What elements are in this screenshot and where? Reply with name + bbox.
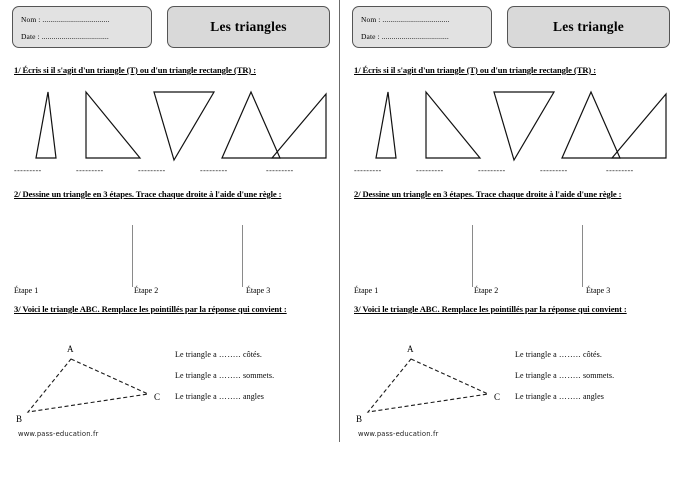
step-divider-2 [582, 225, 583, 287]
exercise-1-answer-lines [354, 166, 670, 178]
exercise-3-triangle-abc [354, 334, 514, 426]
sentence-suffix: côtés. [582, 350, 602, 359]
exercise-1-triangle-row [354, 90, 670, 162]
answer-line-3[interactable]: --------- [478, 166, 506, 175]
exercise-1-heading: 1/ Écris si il s'agit d'un triangle (T) ou d'un triangle rectangle (TR) : [14, 65, 256, 75]
exercise-2-heading: 2/ Dessine un triangle en 3 étapes. Trace chaque droite à l'aide d'une règle : [14, 189, 282, 199]
sentence-suffix: angles [582, 392, 604, 401]
sentence-angles[interactable] [175, 386, 335, 407]
answer-line-1[interactable]: --------- [354, 166, 382, 175]
vertex-label-a: A [407, 344, 414, 354]
exercise-2-steps-area [14, 222, 330, 296]
step-label-2: Étape 2 [474, 286, 499, 295]
step-label-1: Étape 1 [14, 286, 39, 295]
sentence-prefix: Le triangle a [515, 392, 557, 401]
answer-line-5[interactable]: --------- [606, 166, 634, 175]
worksheet-column-right [340, 0, 680, 480]
sentence-blank[interactable]: …….. [218, 350, 241, 359]
sentence-cotes[interactable] [175, 344, 335, 365]
page-title: Les triangles [210, 19, 287, 34]
header-row [352, 6, 670, 50]
exercise-1-heading: 1/ Écris si il s'agit d'un triangle (T) ou d'un triangle rectangle (TR) : [354, 65, 596, 75]
vertex-label-a: A [67, 344, 74, 354]
sentence-suffix: sommets. [242, 371, 275, 380]
triangle-abc-svg [354, 334, 514, 426]
inverted-scalene-triangle [494, 92, 554, 160]
inverted-scalene-triangle [154, 92, 214, 160]
exercise-2-heading: 2/ Dessine un triangle en 3 étapes. Trace chaque droite à l'aide d'une règle : [354, 189, 622, 199]
worksheet-title-box [167, 6, 330, 48]
step-divider-2 [242, 225, 243, 287]
vertex-label-c: C [154, 392, 161, 402]
sentence-blank[interactable]: …….. [218, 392, 241, 401]
student-identity-box[interactable] [352, 6, 492, 48]
isosceles-triangle [222, 92, 280, 158]
exercise-1-triangle-row [14, 90, 330, 162]
header-row [12, 6, 330, 50]
step-label-3: Étape 3 [246, 286, 271, 295]
answer-line-4[interactable]: --------- [200, 166, 228, 175]
triangle-abc-outline [28, 359, 148, 412]
answer-line-3[interactable]: --------- [138, 166, 166, 175]
triangles-svg [354, 90, 670, 162]
answer-line-5[interactable]: --------- [266, 166, 294, 175]
right-triangle-bottom-right [612, 94, 666, 158]
exercise-3-heading: 3/ Voici le triangle ABC. Remplace les pointillés par la réponse qui convient : [354, 304, 627, 314]
step-label-2: Étape 2 [134, 286, 159, 295]
sentence-sommets[interactable] [175, 365, 335, 386]
footer-url[interactable]: www.pass-education.fr [358, 430, 439, 438]
student-identity-box[interactable] [12, 6, 152, 48]
exercise-2-steps-area [354, 222, 670, 296]
sentence-blank[interactable]: …….. [558, 371, 581, 380]
sentence-angles[interactable] [515, 386, 675, 407]
exercise-3-sentences [175, 344, 335, 407]
name-field-label[interactable]: Nom : .................................. [361, 15, 450, 24]
worksheet-title-box [507, 6, 670, 48]
sentence-prefix: Le triangle a [175, 392, 217, 401]
vertex-label-c: C [494, 392, 501, 402]
right-triangle-bottom-right [272, 94, 326, 158]
vertex-label-b: B [16, 414, 23, 424]
answer-line-4[interactable]: --------- [540, 166, 568, 175]
right-triangle-bottom-left [86, 92, 140, 158]
page-title: Les triangle [552, 19, 624, 34]
step-label-3: Étape 3 [586, 286, 611, 295]
step-divider-1 [472, 225, 473, 287]
exercise-3-heading: 3/ Voici le triangle ABC. Remplace les pointillés par la réponse qui convient : [14, 304, 287, 314]
isosceles-triangle [562, 92, 620, 158]
date-field-label[interactable]: Date : .................................. [361, 32, 449, 41]
sentence-blank[interactable]: …….. [218, 371, 241, 380]
exercise-3-sentences [515, 344, 675, 407]
sentence-cotes[interactable] [515, 344, 675, 365]
sentence-sommets[interactable] [515, 365, 675, 386]
footer-url[interactable]: www.pass-education.fr [18, 430, 99, 438]
sentence-prefix: Le triangle a [175, 371, 217, 380]
right-triangle-bottom-left [426, 92, 480, 158]
exercise-3-triangle-abc [14, 334, 174, 426]
sentence-blank[interactable]: …….. [558, 392, 581, 401]
sentence-blank[interactable]: …….. [558, 350, 581, 359]
triangle-abc-svg [14, 334, 174, 426]
sentence-suffix: côtés. [242, 350, 262, 359]
answer-line-1[interactable]: --------- [14, 166, 42, 175]
narrow-isosceles-triangle [376, 92, 396, 158]
narrow-isosceles-triangle [36, 92, 56, 158]
sentence-prefix: Le triangle a [515, 371, 557, 380]
step-divider-1 [132, 225, 133, 287]
step-label-1: Étape 1 [354, 286, 379, 295]
date-field-label[interactable]: Date : .................................. [21, 32, 109, 41]
answer-line-2[interactable]: --------- [76, 166, 104, 175]
sentence-prefix: Le triangle a [175, 350, 217, 359]
vertex-label-b: B [356, 414, 363, 424]
sentence-suffix: sommets. [582, 371, 615, 380]
triangle-abc-outline [368, 359, 488, 412]
answer-line-2[interactable]: --------- [416, 166, 444, 175]
exercise-1-answer-lines [14, 166, 330, 178]
name-field-label[interactable]: Nom : .................................. [21, 15, 110, 24]
triangles-svg [14, 90, 330, 162]
sentence-suffix: angles [242, 392, 264, 401]
sentence-prefix: Le triangle a [515, 350, 557, 359]
